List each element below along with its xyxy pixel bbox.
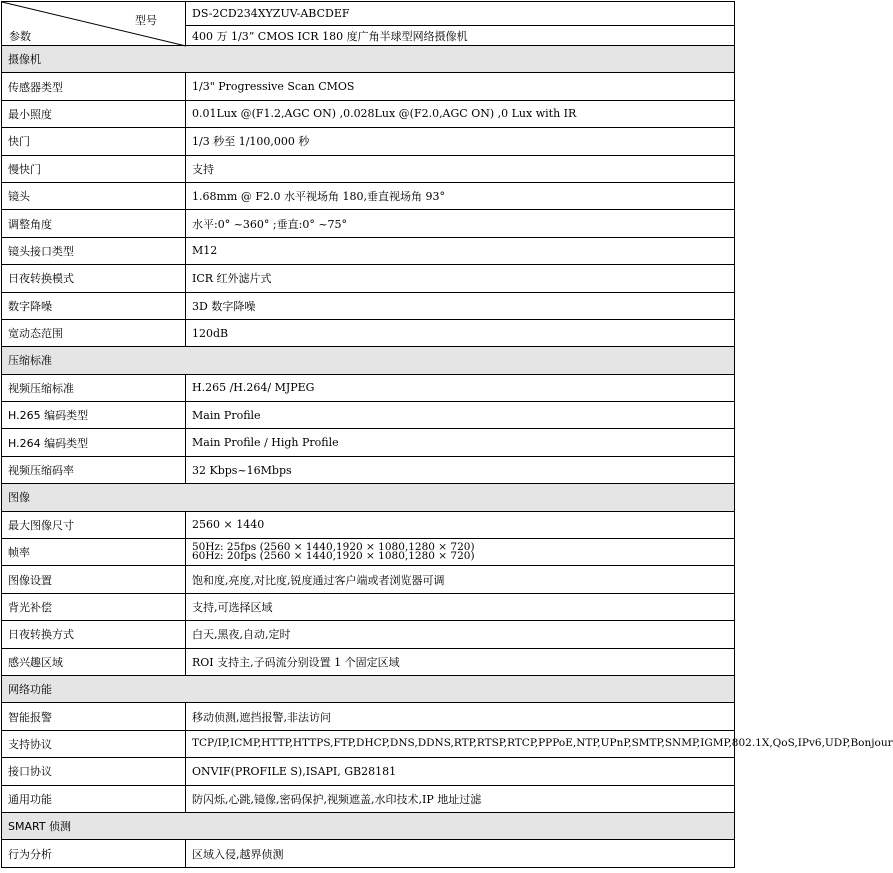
spec-row [2, 292, 735, 319]
spec-value: 饱和度,亮度,对比度,锐度通过客户端或者浏览器可调 [186, 566, 735, 593]
spec-value: Main Profile / High Profile [186, 429, 735, 456]
spec-row [2, 511, 735, 538]
spec-value: TCP/IP,ICMP,HTTP,HTTPS,FTP,DHCP,DNS,DDNS,RTP,RTSP,RTCP,PPPoE,NTP,UPnP,SMTP,SNMP,IGMP,802.1X,QoS,IPv6,UDP,Bonjour [186, 730, 735, 757]
spec-value: ROI 支持主,子码流分别设置 1 个固定区域 [186, 648, 735, 675]
spec-value: 2560 × 1440 [186, 511, 735, 538]
spec-label: 帧率 [2, 539, 186, 566]
spec-value: 支持 [186, 155, 735, 182]
spec-label: 镜头 [2, 182, 186, 209]
spec-value: ICR 红外滤片式 [186, 265, 735, 292]
section-header-row [2, 46, 735, 73]
spec-value: 120dB [186, 319, 735, 346]
section-header-row [2, 347, 735, 374]
spec-row [2, 374, 735, 401]
spec-label: 最小照度 [2, 100, 186, 127]
section-header-row [2, 675, 735, 702]
spec-value: 防闪烁,心跳,镜像,密码保护,视频遮盖,水印技术,IP 地址过滤 [186, 785, 735, 812]
spec-label: H.264 编码类型 [2, 429, 186, 456]
spec-row [2, 785, 735, 812]
spec-label: 背光补偿 [2, 593, 186, 620]
spec-value: 1.68mm @ F2.0 水平视场角 180,垂直视场角 93° [186, 182, 735, 209]
spec-row [2, 319, 735, 346]
spec-row [2, 539, 735, 566]
spec-row [2, 210, 735, 237]
spec-row [2, 265, 735, 292]
spec-row [2, 128, 735, 155]
section-title: 压缩标准 [2, 347, 735, 374]
spec-value: 3D 数字降噪 [186, 292, 735, 319]
spec-label: 慢快门 [2, 155, 186, 182]
section-header-row [2, 484, 735, 511]
model-number: DS-2CD234XYZUV-ABCDEF [186, 2, 735, 26]
spec-row [2, 621, 735, 648]
spec-value: 支持,可选择区域 [186, 593, 735, 620]
spec-value: 白天,黑夜,自动,定时 [186, 621, 735, 648]
spec-label: 通用功能 [2, 785, 186, 812]
spec-row [2, 758, 735, 785]
spec-label: 智能报警 [2, 703, 186, 730]
section-title: 图像 [2, 484, 735, 511]
spec-label: 行为分析 [2, 840, 186, 867]
spec-label: 传感器类型 [2, 73, 186, 100]
section-title: 网络功能 [2, 675, 735, 702]
spec-value-line: 50Hz: 25fps (2560 × 1440,1920 × 1080,1280 × 720) [192, 541, 475, 554]
spec-row [2, 182, 735, 209]
header-model-label: 型号 [135, 14, 157, 27]
spec-row [2, 703, 735, 730]
spec-value: Main Profile [186, 402, 735, 429]
header-corner-cell [2, 2, 186, 46]
spec-row [2, 73, 735, 100]
spec-label: 镜头接口类型 [2, 237, 186, 264]
spec-value: H.265 /H.264/ MJPEG [186, 374, 735, 401]
spec-row [2, 566, 735, 593]
spec-row [2, 402, 735, 429]
spec-label: 数字降噪 [2, 292, 186, 319]
spec-label: 日夜转换方式 [2, 621, 186, 648]
spec-label: 支持协议 [2, 730, 186, 757]
spec-label: 快门 [2, 128, 186, 155]
spec-label: 视频压缩码率 [2, 456, 186, 483]
spec-value: 0.01Lux @(F1.2,AGC ON) ,0.028Lux @(F2.0,AGC ON) ,0 Lux with IR [186, 100, 735, 127]
spec-value: M12 [186, 237, 735, 264]
spec-label: 最大图像尺寸 [2, 511, 186, 538]
spec-value: 1/3 秒至 1/100,000 秒 [186, 128, 735, 155]
spec-row [2, 237, 735, 264]
spec-value: 区域入侵,越界侦测 [186, 840, 735, 867]
spec-label: 图像设置 [2, 566, 186, 593]
spec-value-line: 60Hz: 20fps (2560 × 1440,1920 × 1080,1280 × 720) [192, 550, 475, 563]
spec-row [2, 429, 735, 456]
spec-label: 视频压缩标准 [2, 374, 186, 401]
spec-value: 1/3" Progressive Scan CMOS [186, 73, 735, 100]
spec-row [2, 840, 735, 867]
spec-label: 接口协议 [2, 758, 186, 785]
spec-label: 日夜转换模式 [2, 265, 186, 292]
spec-row [2, 155, 735, 182]
spec-row [2, 730, 735, 757]
section-header-row [2, 812, 735, 839]
spec-value: 水平:0° ~360° ;垂直:0° ~75° [186, 210, 735, 237]
spec-value: 移动侦测,遮挡报警,非法访问 [186, 703, 735, 730]
spec-value: ONVIF(PROFILE S),ISAPI, GB28181 [186, 758, 735, 785]
spec-row [2, 456, 735, 483]
spec-label: 宽动态范围 [2, 319, 186, 346]
section-title: SMART 侦测 [2, 812, 735, 839]
product-description: 400 万 1/3” CMOS ICR 180 度广角半球型网络摄像机 [186, 26, 735, 46]
spec-table [1, 1, 893, 868]
spec-value: 32 Kbps~16Mbps [186, 456, 735, 483]
spec-value [186, 539, 735, 566]
section-title: 摄像机 [2, 46, 735, 73]
spec-row [2, 100, 735, 127]
spec-label: 感兴趣区域 [2, 648, 186, 675]
spec-row [2, 593, 735, 620]
spec-row [2, 648, 735, 675]
spec-label: 调整角度 [2, 210, 186, 237]
header-parameter-label: 参数 [9, 30, 31, 43]
spec-label: H.265 编码类型 [2, 402, 186, 429]
